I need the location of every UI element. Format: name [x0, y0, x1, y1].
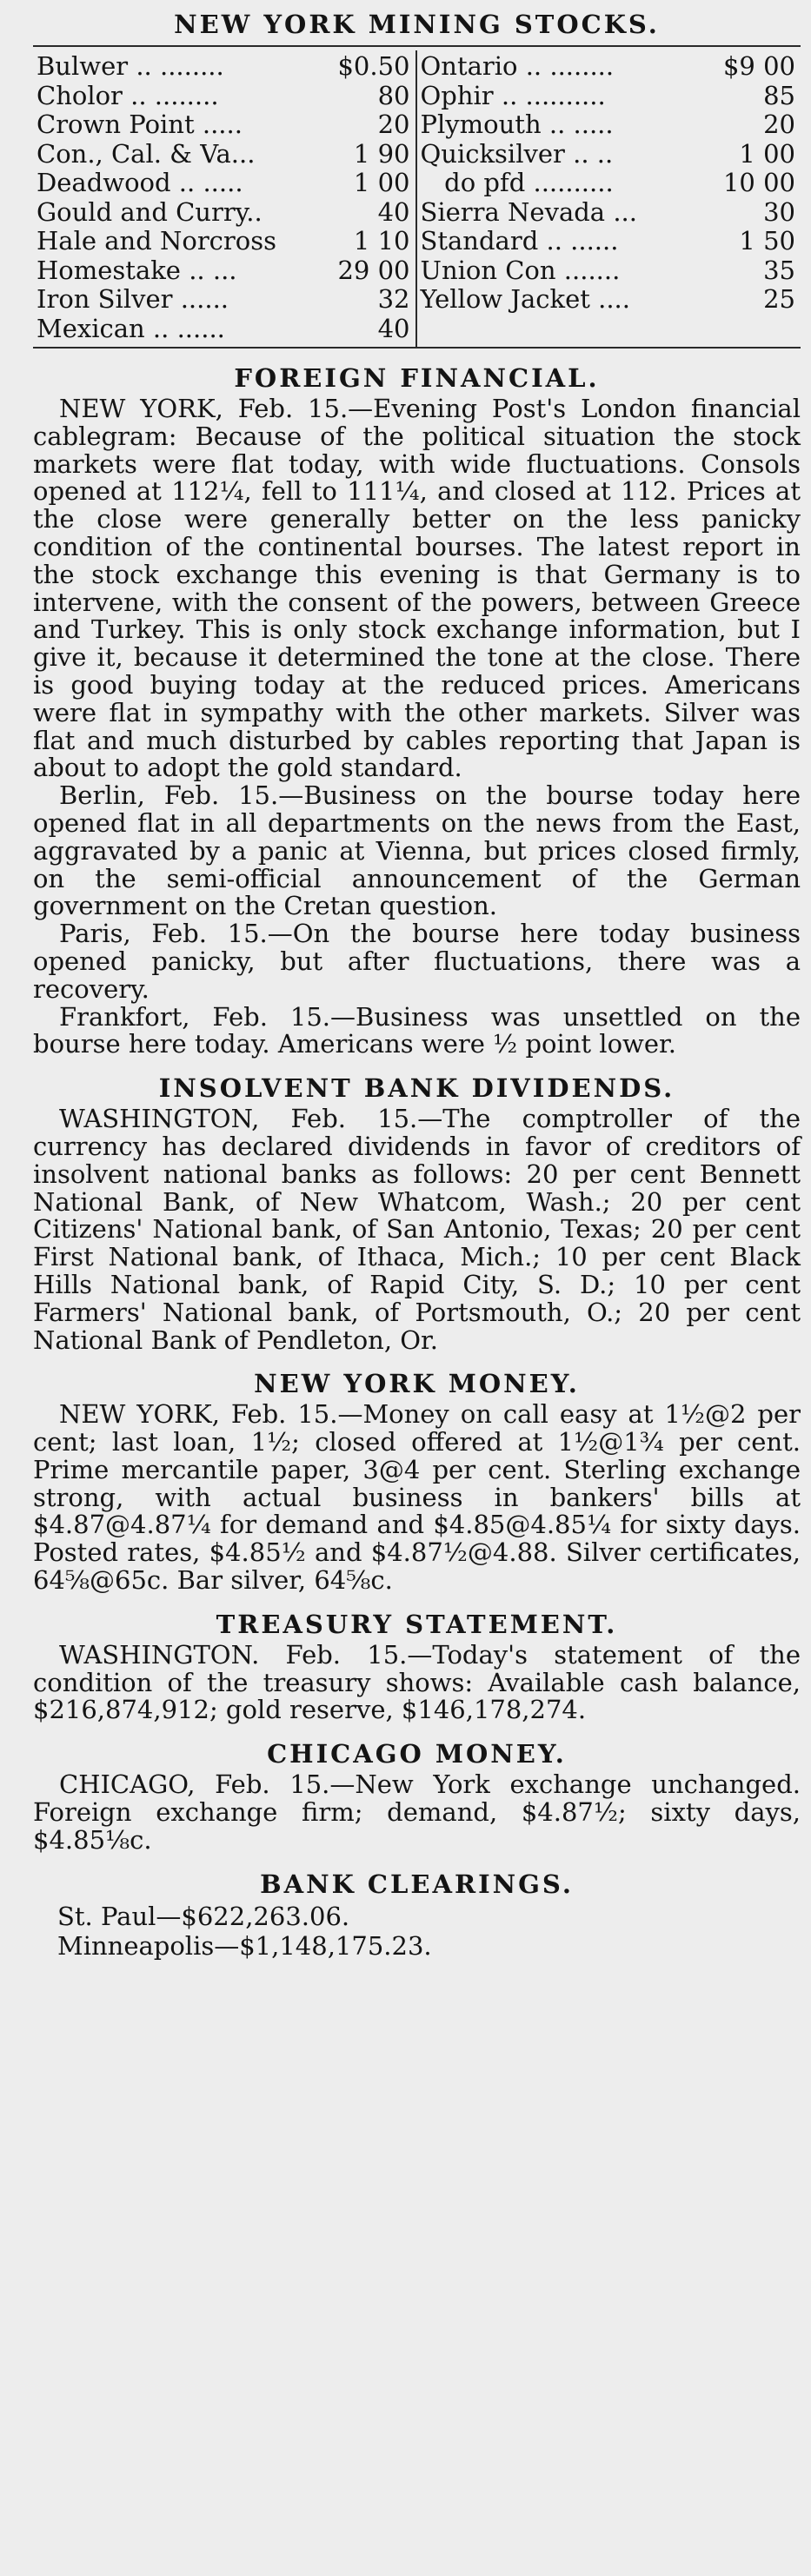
stock-name: Mexican .. ...... — [37, 313, 225, 343]
bank-clearings-heading: BANK CLEARINGS. — [260, 1869, 574, 1899]
stock-price: 1 00 — [739, 138, 795, 169]
stock-price: 80 — [377, 80, 410, 110]
stock-name: Yellow Jacket .... — [420, 284, 630, 314]
stock-row — [37, 82, 410, 111]
stock-row — [37, 227, 410, 256]
stock-name: Ophir .. .......... — [420, 80, 606, 110]
mining-stocks-table — [33, 50, 801, 349]
new-york-money-heading: NEW YORK MONEY. — [254, 1369, 580, 1399]
stock-price: 1 00 — [353, 168, 410, 197]
insolvent-bank-heading: INSOLVENT BANK DIVIDENDS. — [158, 1073, 675, 1104]
foreign-financial-section — [33, 361, 801, 1059]
stock-price: 1 10 — [353, 226, 410, 256]
stock-row — [37, 52, 410, 82]
stock-price: 40 — [377, 313, 410, 343]
stock-row — [421, 52, 796, 82]
treasury-statement-section — [33, 1607, 801, 1724]
stock-price: $0.50 — [337, 51, 410, 81]
stock-name: Ontario .. ........ — [420, 51, 615, 81]
stock-name: Union Con ....... — [420, 255, 621, 285]
stock-price: 20 — [763, 110, 795, 139]
chicago-money-heading: CHICAGO MONEY. — [267, 1739, 567, 1769]
stock-row — [421, 227, 796, 256]
stock-price: $9 00 — [722, 51, 795, 81]
stock-name: Standard .. ...... — [420, 226, 619, 256]
stock-name: do pfd .......... — [420, 168, 614, 197]
stock-name: Cholor .. ........ — [37, 80, 219, 110]
clearing-item: St. Paul—$622,263.06. — [57, 1901, 350, 1931]
stock-name: Gould and Curry.. — [37, 196, 263, 227]
stock-row — [37, 285, 410, 315]
stock-row — [421, 256, 796, 286]
stock-price: 40 — [377, 196, 410, 227]
clearing-item: Minneapolis—$1,148,175.23. — [57, 1930, 432, 1961]
stock-name: Plymouth .. ..... — [420, 110, 614, 139]
stock-name: Quicksilver .. .. — [420, 138, 614, 169]
mining-stocks-left-column — [33, 50, 417, 347]
heading-rule — [33, 45, 801, 47]
stock-row — [421, 198, 796, 228]
stock-price: 20 — [377, 110, 410, 139]
stock-price: 1 50 — [739, 226, 795, 256]
stock-name: Hale and Norcross — [37, 226, 277, 256]
stock-price: 10 00 — [722, 168, 795, 197]
stock-row — [421, 82, 796, 111]
stock-price: 1 90 — [353, 138, 410, 169]
chicago-money-section — [33, 1736, 801, 1854]
stock-row — [37, 315, 410, 344]
stock-price: 30 — [763, 196, 795, 227]
news-paragraph: WASHINGTON. Feb. 15.—Today's statement of the condition of the treasury shows: Available cash balance, $216,874,912; gold reserve, $146,178,274. — [33, 1639, 801, 1725]
stock-row — [37, 198, 410, 228]
stock-name: Bulwer .. ........ — [37, 51, 224, 81]
stock-price: 32 — [377, 284, 410, 314]
stock-name: Con., Cal. & Va... — [37, 138, 256, 169]
bank-clearings-section — [33, 1867, 801, 1961]
stock-row — [421, 169, 796, 198]
news-paragraph: Berlin, Feb. 15.—Business on the bourse today here opened flat in all departments on the news from the East, aggravated by a panic at Vienna, but prices closed firmly, on the semi-official announcement of the German government on the Cretan question. — [33, 780, 801, 921]
news-paragraph: NEW YORK, Feb. 15.—Evening Post's London financial cablegram: Because of the political situation the stock markets were flat today, with wide fluctuations. Consols opened at 112¼, fell to 111¼, and closed at 112. Prices at the close were generally better on the less panicky condition of the continental bourses. The latest report in the stock exchange this evening is that Germany is to intervene, with the consent of the powers, between Greece and Turkey. This is only stock exchange information, but I give it, because it determined the tone at the close. There is good buying today at the reduced prices. Americans were flat in sympathy with the other markets. Silver was flat and much disturbed by cables reporting that Japan is about to adopt the gold standard. — [33, 394, 801, 783]
treasury-statement-heading: TREASURY STATEMENT. — [216, 1609, 618, 1639]
foreign-financial-heading: FOREIGN FINANCIAL. — [234, 363, 600, 393]
stock-name: Deadwood .. ..... — [37, 168, 243, 197]
stock-price: 25 — [763, 284, 795, 314]
stock-price: 85 — [763, 80, 795, 110]
stock-price: 29 00 — [337, 255, 410, 285]
news-paragraph: Frankfort, Feb. 15.—Business was unsettled on the bourse here today. Americans were ½ point lower. — [33, 1001, 801, 1059]
stock-name: Crown Point ..... — [37, 110, 243, 139]
mining-stocks-right-column — [417, 50, 801, 347]
news-paragraph: CHICAGO, Feb. 15.—New York exchange unchanged. Foreign exchange firm; demand, $4.87½; sixty days, $4.85⅛c. — [33, 1769, 801, 1855]
insolvent-bank-section — [33, 1071, 801, 1354]
new-york-money-section — [33, 1366, 801, 1595]
stock-name: Iron Silver ...... — [37, 284, 229, 314]
stock-name: Homestake .. ... — [37, 255, 237, 285]
stock-row — [421, 110, 796, 140]
news-paragraph: Paris, Feb. 15.—On the bourse here today business opened panicky, but after fluctuations, there was a recovery. — [33, 919, 801, 1004]
stock-name: Sierra Nevada ... — [420, 196, 637, 227]
stock-price: 35 — [763, 255, 795, 285]
news-paragraph: WASHINGTON, Feb. 15.—The comptroller of the currency has declared dividends in favor of creditors of insolvent national banks as follows: 20 per cent Bennett National Bank, of New Whatcom, Wash.; 20 per cent Citizens' National bank, of San Antonio, Texas; 20 per cent First National bank, of Ithaca, Mich.; 10 per cent Black Hills National bank, of Rapid City, S. D.; 10 per cent Farmers' National bank, of Portsmouth, O.; 20 per cent National Bank of Pendleton, Or. — [33, 1104, 801, 1355]
mining-stocks-heading: NEW YORK MINING STOCKS. — [174, 10, 660, 39]
stock-row — [37, 140, 410, 169]
stock-row — [37, 169, 410, 198]
stock-row — [37, 256, 410, 286]
stock-row — [421, 285, 796, 315]
news-paragraph: NEW YORK, Feb. 15.—Money on call easy at 1½@2 per cent; last loan, 1½; closed offered at 1½@1¾ per cent. Prime mercantile paper, 3@4 per cent. Sterling exchange strong, with actual business in bankers' bills at $4.87@4.87¼ for demand and $4.85@4.85¼ for sixty days. Posted rates, $4.85½ and $4.87½@4.88. Silver certificates, 64⅝@65c. Bar silver, 64⅝c. — [33, 1399, 801, 1596]
stock-row — [421, 140, 796, 169]
stock-row — [37, 110, 410, 140]
